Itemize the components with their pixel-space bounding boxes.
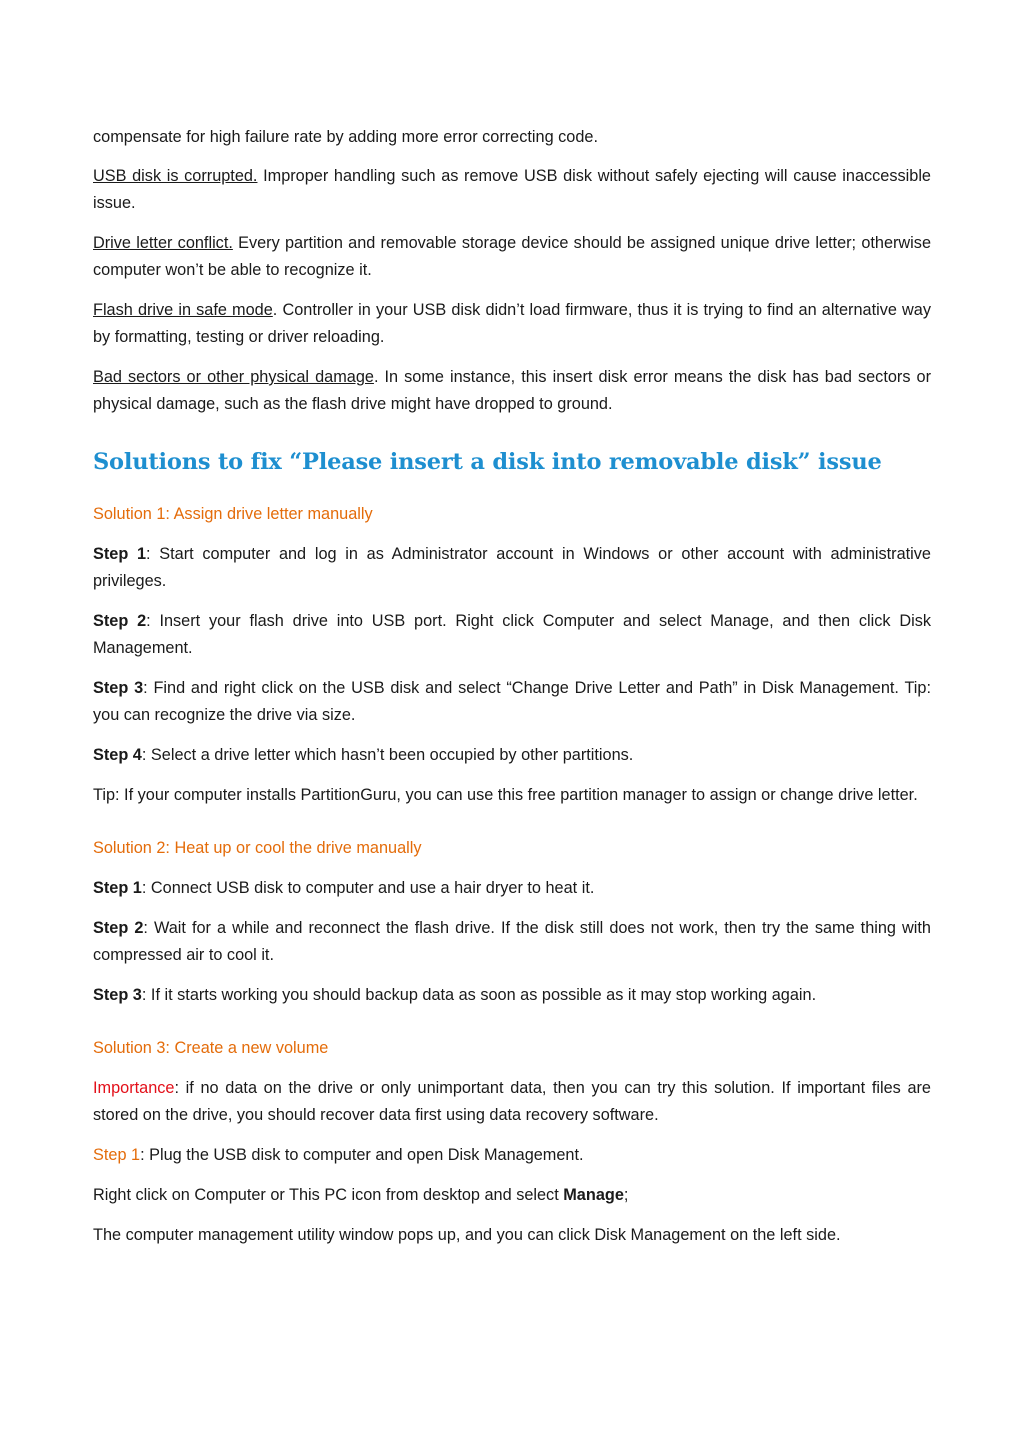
step-text: : Select a drive letter which hasn’t been occupied by other partitions. xyxy=(141,746,634,764)
importance-paragraph xyxy=(93,1075,931,1129)
step-label: Step 1 xyxy=(93,545,147,563)
step-label: Step 2 xyxy=(93,919,144,937)
instruction-end: ; xyxy=(623,1186,629,1204)
step-label: Step 1 xyxy=(93,1146,141,1164)
cause-title: Flash drive in safe mode xyxy=(93,301,273,319)
instruction-paragraph xyxy=(93,1182,931,1209)
step-paragraph xyxy=(93,608,931,662)
step-label: Step 4 xyxy=(93,746,142,764)
step-text: : Find and right click on the USB disk and select “Change Drive Letter and Path” in Disk Management. Tip: you can recognize the drive via size. xyxy=(93,679,931,724)
cause-text: . Controller in your USB disk didn’t load firmware, thus it is trying to find an alternative way by formatting, testing or driver reloading. xyxy=(93,301,931,346)
cause-paragraph xyxy=(93,364,931,418)
step-label: Step 3 xyxy=(93,986,142,1004)
step-paragraph xyxy=(93,875,931,902)
step-paragraph xyxy=(93,915,931,969)
cause-title: Bad sectors or other physical damage xyxy=(93,368,374,386)
document-page xyxy=(93,124,931,1262)
importance-label: Importance xyxy=(93,1079,175,1097)
cause-text: Every partition and removable storage device should be assigned unique drive letter; otherwise computer won’t be able to recognize it. xyxy=(93,234,931,279)
cause-title: Drive letter conflict. xyxy=(93,234,233,252)
step-paragraph xyxy=(93,541,931,595)
step-text: : If it starts working you should backup data as soon as possible as it may stop working again. xyxy=(141,986,817,1004)
cause-paragraph xyxy=(93,297,931,351)
cause-paragraph xyxy=(93,163,931,217)
solution-1-title: Solution 1: Assign drive letter manually xyxy=(93,505,373,523)
instruction-text: Right click on Computer or This PC icon from desktop and select xyxy=(93,1186,564,1204)
intro-paragraph: compensate for high failure rate by adding more error correcting code. xyxy=(93,128,598,146)
step-label: Step 2 xyxy=(93,612,147,630)
step-paragraph xyxy=(93,1142,931,1169)
cause-text: . In some instance, this insert disk error means the disk has bad sectors or physical damage, such as the flash drive might have dropped to ground. xyxy=(93,368,931,413)
step-paragraph xyxy=(93,675,931,729)
step-text: : Start computer and log in as Administrator account in Windows or other account with administrative privileges. xyxy=(93,545,931,590)
instruction-paragraph: The computer management utility window pops up, and you can click Disk Management on the left side. xyxy=(93,1226,841,1244)
tip-paragraph: Tip: If your computer installs PartitionGuru, you can use this free partition manager to assign or change drive letter. xyxy=(93,786,918,804)
step-text: : Wait for a while and reconnect the flash drive. If the disk still does not work, then try the same thing with compressed air to cool it. xyxy=(93,919,931,964)
cause-paragraph xyxy=(93,230,931,284)
step-label: Step 3 xyxy=(93,679,144,697)
step-paragraph xyxy=(93,742,931,769)
step-paragraph xyxy=(93,982,931,1009)
cause-text: Improper handling such as remove USB disk without safely ejecting will cause inaccessible issue. xyxy=(93,167,931,212)
solution-2-title: Solution 2: Heat up or cool the drive manually xyxy=(93,839,422,857)
step-text: : Plug the USB disk to computer and open Disk Management. xyxy=(140,1146,584,1164)
step-text: : Connect USB disk to computer and use a hair dryer to heat it. xyxy=(141,879,595,897)
solution-3-title: Solution 3: Create a new volume xyxy=(93,1039,329,1057)
importance-text: : if no data on the drive or only unimportant data, then you can try this solution. If important files are stored on the drive, you should recover data first using data recovery software. xyxy=(93,1079,931,1124)
cause-title: USB disk is corrupted. xyxy=(93,167,258,185)
step-label: Step 1 xyxy=(93,879,142,897)
step-text: : Insert your flash drive into USB port. Right click Computer and select Manage, and then click Disk Management. xyxy=(93,612,931,657)
manage-label: Manage xyxy=(563,1186,624,1204)
section-heading: Solutions to fix “Please insert a disk into removable disk” issue xyxy=(93,449,882,475)
